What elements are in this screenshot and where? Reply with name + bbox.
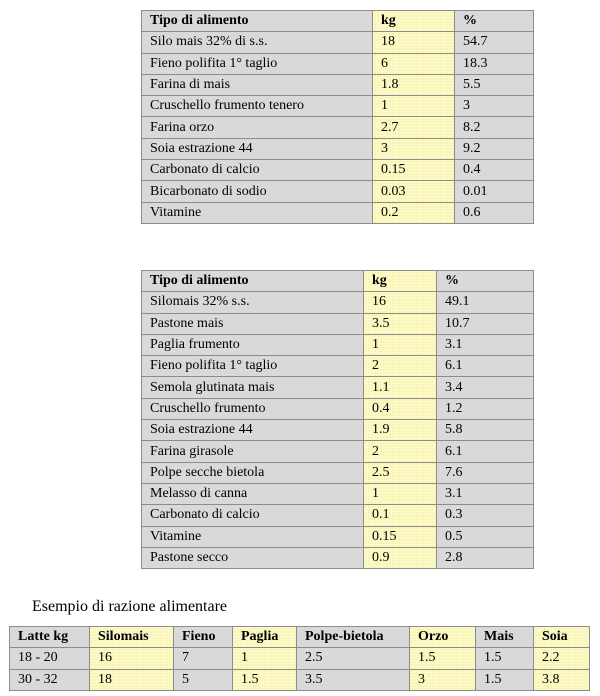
table-cell: 7: [174, 648, 233, 669]
table-cell: 8.2: [455, 117, 534, 138]
table-row: [142, 462, 534, 483]
table-cell: Vitamine: [142, 202, 373, 223]
table-cell: 3: [410, 669, 476, 690]
table-cell: 1: [364, 334, 437, 355]
table-row: [142, 96, 534, 117]
table-cell: 2.8: [437, 547, 534, 568]
column-header: %: [437, 271, 534, 292]
table-cell: 1.5: [233, 669, 297, 690]
table-cell: Semola glutinata mais: [142, 377, 364, 398]
table-cell: Carbonato di calcio: [142, 505, 364, 526]
table-row: [142, 202, 534, 223]
table-cell: Farina di mais: [142, 74, 373, 95]
table-cell: 3.1: [437, 334, 534, 355]
table-cell: Soia estrazione 44: [142, 420, 364, 441]
table-cell: 18: [373, 32, 455, 53]
table-cell: 3.4: [437, 377, 534, 398]
table-cell: 49.1: [437, 292, 534, 313]
table-cell: 0.9: [364, 547, 437, 568]
table-row: [142, 32, 534, 53]
column-header: %: [455, 11, 534, 32]
column-header: Soia: [534, 627, 590, 648]
table-cell: 1: [233, 648, 297, 669]
table-row: [10, 669, 590, 690]
table-row: [10, 648, 590, 669]
table-cell: 2.5: [297, 648, 410, 669]
table-row: [142, 181, 534, 202]
table-row: [142, 313, 534, 334]
table-cell: 3.8: [534, 669, 590, 690]
table-cell: 16: [90, 648, 174, 669]
table-cell: 2: [364, 356, 437, 377]
table-cell: 30 - 32: [10, 669, 90, 690]
table-cell: 1.2: [437, 398, 534, 419]
table-cell: Fieno polifita 1° taglio: [142, 356, 364, 377]
table-cell: Silo mais 32% di s.s.: [142, 32, 373, 53]
table-cell: 3.5: [364, 313, 437, 334]
table-cell: 10.7: [437, 313, 534, 334]
table-cell: 1.5: [476, 648, 534, 669]
table-cell: 3: [373, 138, 455, 159]
table-cell: 2: [364, 441, 437, 462]
table-cell: 3.1: [437, 483, 534, 504]
table-row: [142, 441, 534, 462]
table-cell: Fieno polifita 1° taglio: [142, 53, 373, 74]
table-cell: Cruschello frumento: [142, 398, 364, 419]
ration-table: [9, 626, 590, 691]
table-cell: 6.1: [437, 356, 534, 377]
table-cell: 1.9: [364, 420, 437, 441]
table-cell: 2.2: [534, 648, 590, 669]
table-row: [142, 160, 534, 181]
table-cell: 3.5: [297, 669, 410, 690]
table-cell: Carbonato di calcio: [142, 160, 373, 181]
table-row: [142, 505, 534, 526]
table-cell: Melasso di canna: [142, 483, 364, 504]
table-cell: 0.6: [455, 202, 534, 223]
table-row: [142, 356, 534, 377]
column-header: kg: [373, 11, 455, 32]
table-cell: 2.5: [364, 462, 437, 483]
table-cell: Bicarbonato di sodio: [142, 181, 373, 202]
table-cell: 54.7: [455, 32, 534, 53]
table-cell: Polpe secche bietola: [142, 462, 364, 483]
table-cell: 18: [90, 669, 174, 690]
column-header: Tipo di alimento: [142, 11, 373, 32]
table-row: [142, 483, 534, 504]
table-cell: 2.7: [373, 117, 455, 138]
table-cell: 6: [373, 53, 455, 74]
table-row: [142, 526, 534, 547]
table-cell: 3: [455, 96, 534, 117]
table-cell: Pastone mais: [142, 313, 364, 334]
table-cell: 18 - 20: [10, 648, 90, 669]
table-cell: 1: [373, 96, 455, 117]
table-cell: Cruschello frumento tenero: [142, 96, 373, 117]
table-cell: 0.4: [364, 398, 437, 419]
table-cell: Pastone secco: [142, 547, 364, 568]
table-cell: 0.3: [437, 505, 534, 526]
table-cell: 5.8: [437, 420, 534, 441]
table-cell: Farina orzo: [142, 117, 373, 138]
column-header: kg: [364, 271, 437, 292]
table-cell: 9.2: [455, 138, 534, 159]
header-row: [10, 627, 590, 648]
table-cell: 5.5: [455, 74, 534, 95]
table-cell: 18.3: [455, 53, 534, 74]
ration-caption: Esempio di razione alimentare: [32, 598, 228, 615]
table-cell: 1: [364, 483, 437, 504]
feed-table-1: [141, 10, 534, 224]
column-header: Polpe-bietola: [297, 627, 410, 648]
column-header: Silomais: [90, 627, 174, 648]
table-cell: 1.1: [364, 377, 437, 398]
table-cell: 0.03: [373, 181, 455, 202]
table-row: [142, 334, 534, 355]
table-cell: 1.8: [373, 74, 455, 95]
column-header: Orzo: [410, 627, 476, 648]
table-cell: 16: [364, 292, 437, 313]
table-cell: 0.2: [373, 202, 455, 223]
table-row: [142, 398, 534, 419]
column-header: Latte kg: [10, 627, 90, 648]
table-cell: Farina girasole: [142, 441, 364, 462]
table-cell: 0.15: [364, 526, 437, 547]
table-cell: Silomais 32% s.s.: [142, 292, 364, 313]
column-header: Mais: [476, 627, 534, 648]
table-row: [142, 377, 534, 398]
table-cell: 1.5: [476, 669, 534, 690]
table-cell: Soia estrazione 44: [142, 138, 373, 159]
header-row: [142, 11, 534, 32]
column-header: Tipo di alimento: [142, 271, 364, 292]
table-row: [142, 292, 534, 313]
table-row: [142, 420, 534, 441]
table-row: [142, 117, 534, 138]
table-cell: 7.6: [437, 462, 534, 483]
column-header: Fieno: [174, 627, 233, 648]
column-header: Paglia: [233, 627, 297, 648]
table-cell: 0.5: [437, 526, 534, 547]
table-row: [142, 547, 534, 568]
feed-table-2: [141, 270, 534, 569]
table-cell: 0.1: [364, 505, 437, 526]
table-cell: 6.1: [437, 441, 534, 462]
table-cell: Vitamine: [142, 526, 364, 547]
table-row: [142, 138, 534, 159]
table-row: [142, 74, 534, 95]
table-cell: 0.4: [455, 160, 534, 181]
table-cell: 0.01: [455, 181, 534, 202]
table-cell: 5: [174, 669, 233, 690]
table-cell: 0.15: [373, 160, 455, 181]
header-row: [142, 271, 534, 292]
table-cell: Paglia frumento: [142, 334, 364, 355]
table-cell: 1.5: [410, 648, 476, 669]
table-row: [142, 53, 534, 74]
